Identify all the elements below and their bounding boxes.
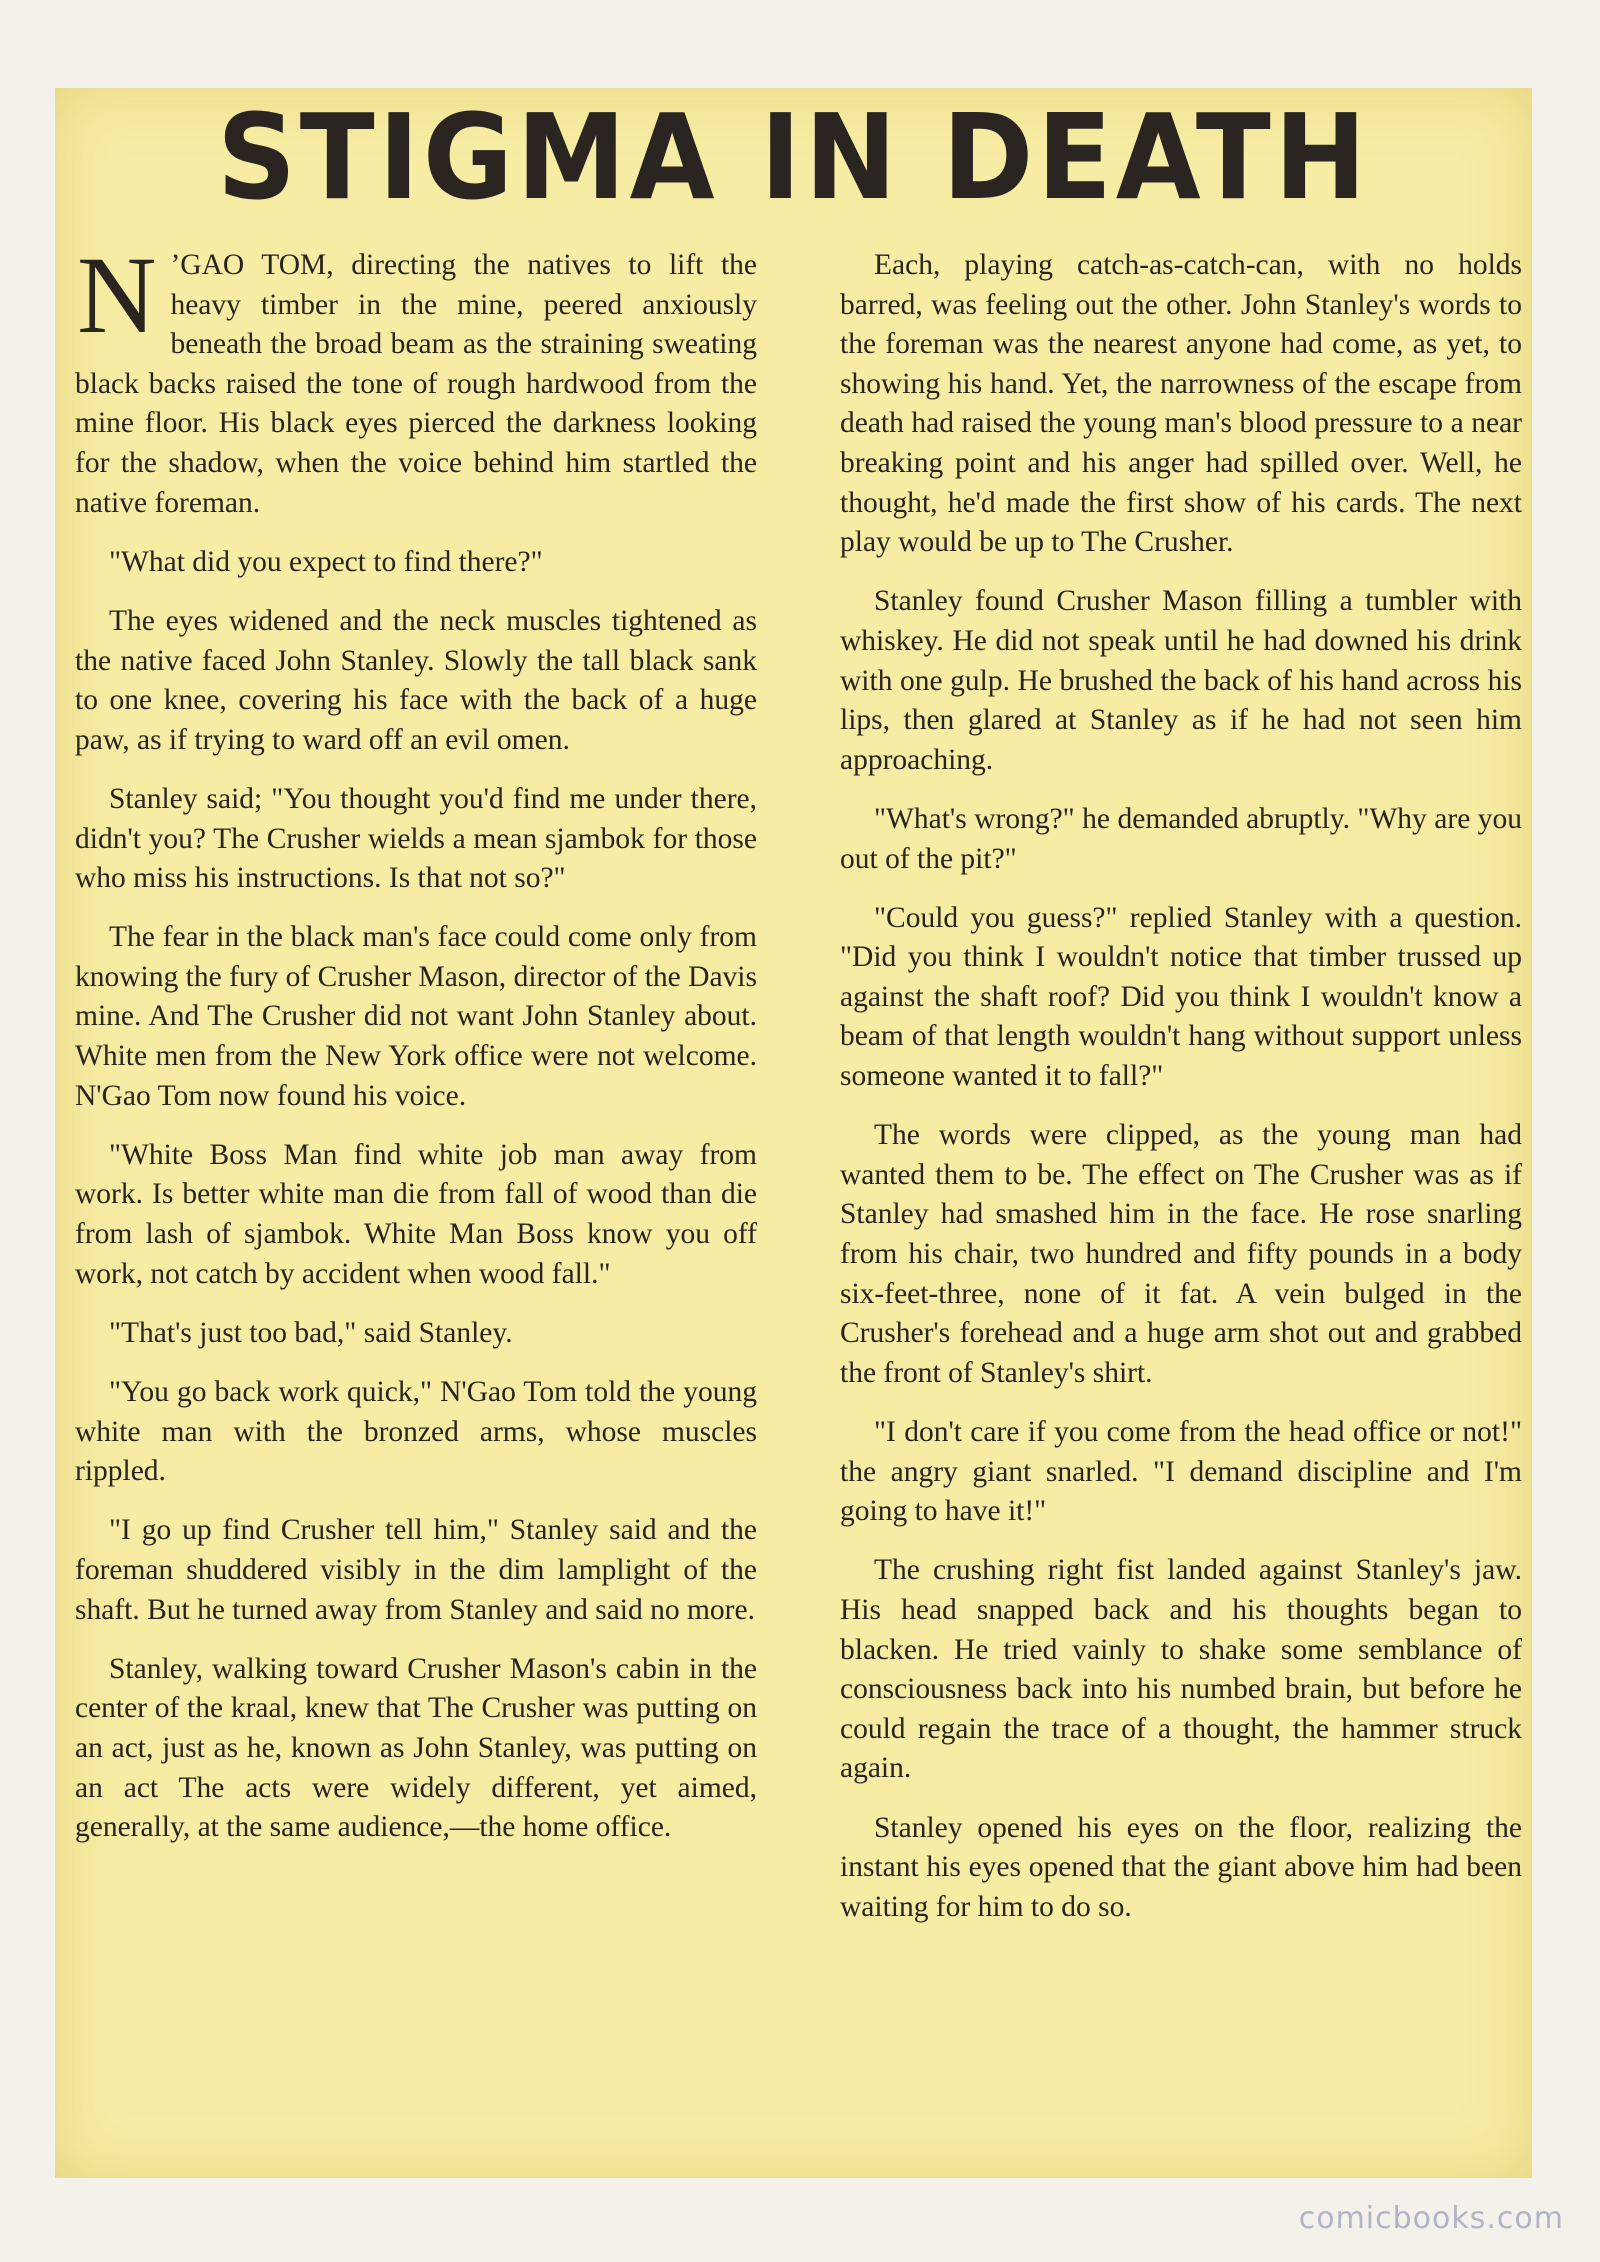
paragraph: The eyes widened and the neck muscles tightened as the native faced John Stanley. Slowly the tall black sank to one knee, covering his face with the back of a huge paw, as if trying to ward off an evil omen. bbox=[75, 604, 757, 756]
opening-paragraph bbox=[75, 234, 757, 523]
right-column bbox=[840, 246, 1522, 1947]
paragraph: "What's wrong?" he demanded abruptly. "Why are you out of the pit?" bbox=[840, 802, 1522, 875]
story-page bbox=[55, 88, 1532, 2178]
paragraph: Each, playing catch-as-catch-can, with no holds barred, was feeling out the other. John Stanley's words to the foreman was the nearest anyone had come, as yet, to showing his hand. Yet, the narrowness of the escape from death had raised the young man's blood pressure to a near breaking point and his anger had spilled over. Well, he thought, he'd made the first show of his cards. The next play would be up to The Crusher. bbox=[840, 249, 1522, 559]
story-title: STIGMA IN DEATH bbox=[217, 88, 1370, 226]
paragraph: "That's just too bad," said Stanley. bbox=[109, 1316, 513, 1349]
paragraph: "I don't care if you come from the head office or not!" the angry giant snarled. "I demand discipline and I'm going to have it!" bbox=[840, 1416, 1522, 1528]
paragraph: "You go back work quick," N'Gao Tom told the young white man with the bronzed arms, whose muscles rippled. bbox=[75, 1376, 757, 1488]
paragraph: Stanley said; "You thought you'd find me under there, didn't you? The Crusher wields a mean sjambok for those who miss his instructions. Is that not so?" bbox=[75, 782, 757, 895]
paragraph: "Could you guess?" replied Stanley with a question. "Did you think I wouldn't notice that timber trussed up against the shaft roof? Did you think I wouldn't know a beam of that length wouldn't hang without support unless someone wanted it to fall?" bbox=[840, 901, 1522, 1093]
paragraph: Stanley opened his eyes on the floor, realizing the instant his eyes opened that the giant above him had been waiting for him to do so. bbox=[840, 1811, 1522, 1923]
drop-cap: N bbox=[77, 234, 157, 356]
paragraph: "What did you expect to find there?" bbox=[109, 545, 543, 578]
paragraph: Stanley, walking toward Crusher Mason's cabin in the center of the kraal, knew that The Crusher was putting on an act, just as he, known as John Stanley, was putting on an act The acts were widely different, yet aimed, generally, at the same audience,—the home office. bbox=[75, 1652, 757, 1844]
site-watermark: comicbooks.com bbox=[1298, 2201, 1564, 2236]
paragraph: Stanley found Crusher Mason filling a tumbler with whiskey. He did not speak until he had downed his drink with one gulp. He brushed the back of his hand across his lips, then glared at Stanley as if he had not seen him approaching. bbox=[840, 585, 1522, 776]
paragraph: The fear in the black man's face could come only from knowing the fury of Crusher Mason, director of the Davis mine. And The Crusher did not want John Stanley about. White men from the New York office were not welcome. N'Gao Tom now found his voice. bbox=[75, 921, 757, 1112]
paragraph: "White Boss Man find white job man away from work. Is better white man die from fall of wood than die from lash of sjambok. White Man Boss know you off work, not catch by accident when wood fall." bbox=[75, 1138, 757, 1290]
opening-paragraph-text: ’GAO TOM, directing the natives to lift the heavy timber in the mine, peered anxiously beneath the broad beam as the straining sweating black backs raised the tone of rough hardwood from the mine floor. His black eyes pierced the darkness looking for the shadow, when the voice behind him startled the native foreman. bbox=[75, 249, 757, 519]
paragraph: The words were clipped, as the young man had wanted them to be. The effect on The Crusher was as if Stanley had smashed him in the face. He rose snarling from his chair, two hundred and fifty pounds in a body six-feet-three, none of it fat. A vein bulged in the Crusher's forehead and a huge arm shot out and grabbed the front of Stanley's shirt. bbox=[840, 1119, 1522, 1389]
paragraph: The crushing right fist landed against Stanley's jaw. His head snapped back and his thoughts began to blacken. He tried vainly to shake some semblance of consciousness back into his numbed brain, but before he could regain the trace of a thought, the hammer struck again. bbox=[840, 1554, 1522, 1785]
left-column bbox=[75, 234, 757, 1867]
paragraph: "I go up find Crusher tell him," Stanley said and the foreman shuddered visibly in the dim lamplight of the shaft. But he turned away from Stanley and said no more. bbox=[75, 1514, 757, 1626]
